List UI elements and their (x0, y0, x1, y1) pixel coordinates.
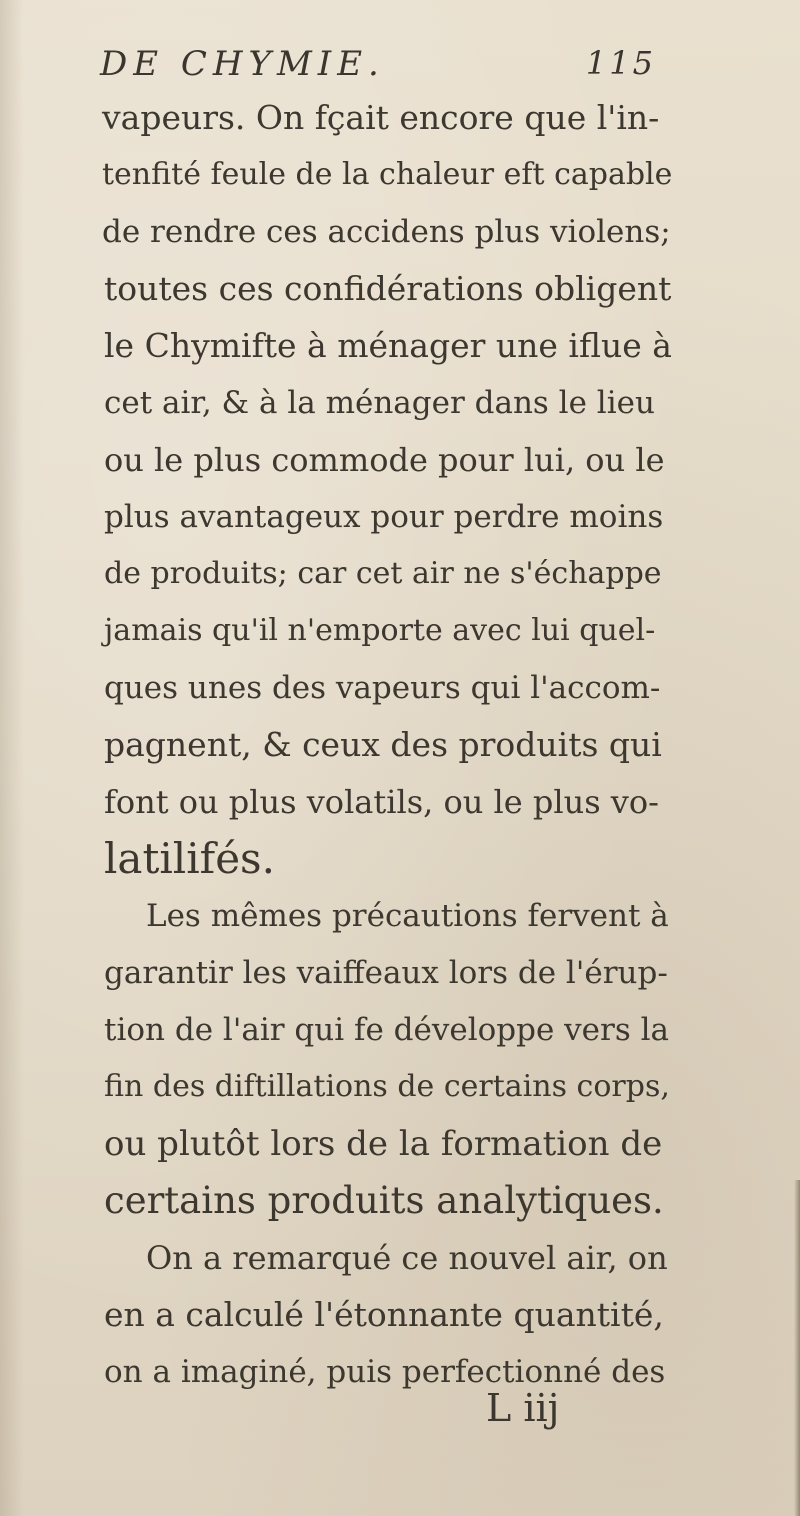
text-line-20: certains produits analytiques. (104, 1179, 664, 1222)
text-line-14: latilifés. (104, 834, 275, 883)
text-line-5: le Chymifte à ménager une iflue à (104, 326, 672, 365)
running-head: DE CHYMIE. (100, 44, 385, 84)
text-line-2: tenfité feule de la chaleur eft capable (102, 157, 673, 192)
text-line-23: on a imaginé, puis perfectionné des (104, 1354, 666, 1390)
text-line-7: ou le plus commode pour lui, ou le (104, 441, 665, 479)
text-line-1: vapeurs. On fçait encore que l'in- (102, 98, 660, 137)
text-line-22: en a calculé l'étonnante quantité, (104, 1295, 664, 1334)
text-line-13: font ou plus volatils, ou le plus vo- (104, 783, 659, 821)
text-line-12: pagnent, & ceux des produits qui (104, 725, 662, 764)
text-line-11: ques unes des vapeurs qui l'accom- (104, 670, 661, 706)
text-line-8: plus avantageux pour perdre moins (104, 499, 664, 535)
page-number: 115 (585, 44, 656, 82)
text-line-18: fin des diftillations de certains corps, (104, 1069, 670, 1104)
text-line-17: tion de l'air qui fe développe vers la (104, 1012, 670, 1048)
catchword-signature: L iij (486, 1386, 560, 1430)
text-line-10: jamais qu'il n'emporte avec lui quel- (104, 613, 656, 648)
text-line-21: On a remarqué ce nouvel air, on (146, 1239, 668, 1277)
text-line-9: de produits; car cet air ne s'échappe (104, 556, 662, 591)
text-line-3: de rendre ces accidens plus violens; (102, 214, 671, 250)
text-line-4: toutes ces confidérations obligent (104, 269, 672, 308)
text-line-15: Les mêmes précautions fervent à (146, 898, 669, 934)
text-line-6: cet air, & à la ménager dans le lieu (104, 385, 655, 421)
text-line-19: ou plutôt lors de la formation de (104, 1124, 663, 1164)
text-line-16: garantir les vaiffeaux lors de l'érup- (104, 955, 668, 991)
